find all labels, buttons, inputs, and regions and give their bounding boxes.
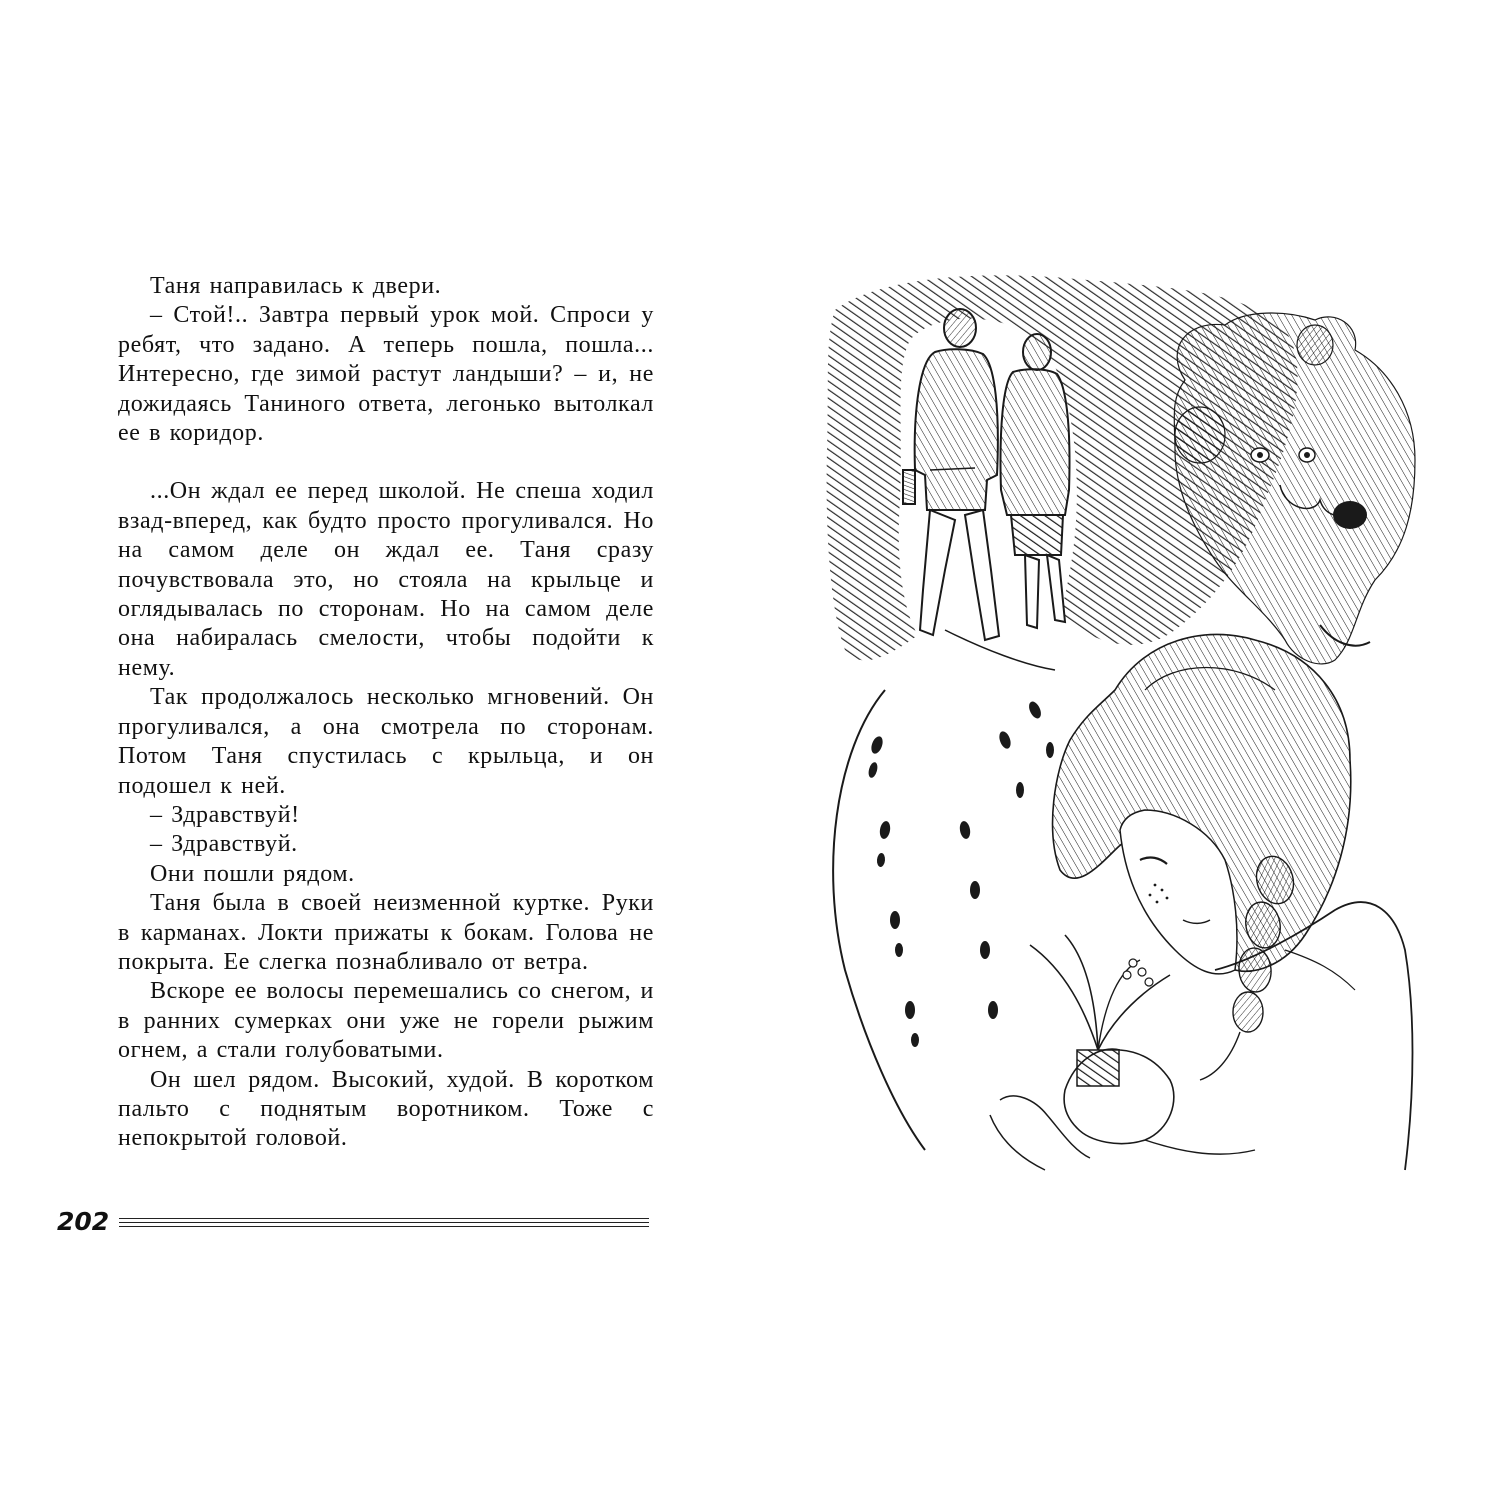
paragraph: Таня была в своей неизменной куртке. Руки в карманах. Локти прижаты к бокам. Голова не покрыта. Ее слегка познабливало от ветра.: [118, 890, 654, 975]
paragraph: Они пошли рядом.: [150, 860, 355, 887]
paragraph: Вскоре ее волосы перемешались со снегом, и в ранних сумерках они уже не горели рыжим огнем, а стали голубоватыми.: [118, 978, 654, 1064]
paragraph: – Здравствуй!: [150, 801, 300, 828]
story-illustration: [815, 270, 1455, 1200]
page-footer: [57, 1206, 657, 1240]
paragraph: Он шел рядом. Высокий, худой. В коротком пальто с поднятым воротником. Тоже с непокрытой головой.: [118, 1066, 654, 1152]
illustration-drawing: [815, 270, 1455, 1200]
path-arc: [833, 690, 925, 1150]
paragraph: – Стой!.. Завтра первый урок мой. Спроси у ребят, что задано. А теперь пошла, пошла... Интересно, где зимой растут ландыши? – и, не дожидаясь Таниного ответа, легонько вытолкал ее в коридор.: [118, 302, 654, 447]
paragraph: – Здравствуй.: [150, 831, 298, 858]
girl-drawing: [990, 634, 1413, 1170]
paragraph: Таня направилась к двери.: [150, 273, 442, 299]
bear-drawing: [1174, 313, 1415, 664]
footprints: [867, 700, 1054, 1047]
page-number: 202: [57, 1207, 110, 1236]
footer-rule: [119, 1218, 649, 1227]
paragraph: ...Он ждал ее перед школой. Не спеша ходил взад-вперед, как будто просто прогуливался. Но на самом деле он ждал ее. Таня сразу почувствовала это, но стояла на крыльце и оглядывалась по сторонам. Но на самом деле она набиралась смелости, чтобы подойти к нему.: [118, 478, 654, 681]
story-text: [118, 272, 654, 1154]
paragraph: Так продолжалось несколько мгновений. Он прогуливался, а она смотрела по сторонам. Потом Таня спустилась с крыльца, и он подошел к ней.: [118, 684, 654, 799]
